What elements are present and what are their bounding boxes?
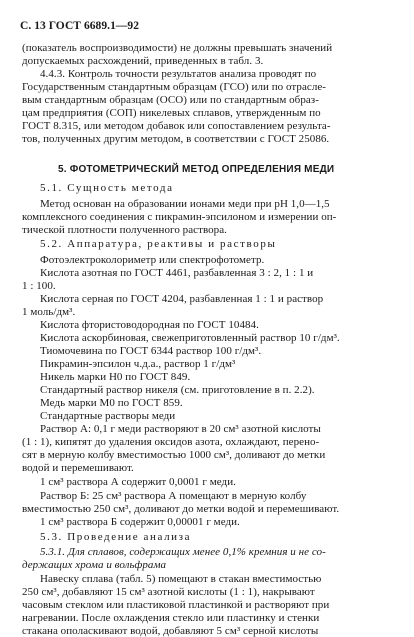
page-header: С. 13 ГОСТ 6689.1—92 [20, 20, 140, 32]
text-line: Фотоэлектроколориметр или спектрофотометр. [40, 254, 265, 266]
text-line: Раствор А: 0,1 г меди растворяют в 20 см³ азотной кислоты [40, 423, 321, 435]
text-line: Никель марки Н0 по ГОСТ 849. [40, 371, 191, 383]
text-line: Тиомочевина по ГОСТ 6344 раствор 100 г/дм³. [40, 345, 262, 357]
text-line: 250 см³, добавляют 15 см³ азотной кислоты (1 : 1), накрывают [22, 586, 315, 598]
text-line: комплексного соединения с пикрамин-эпсилоном и измерении оп- [22, 211, 337, 223]
text-line: стакана ополаскивают водой, добавляют 5 см³ серной кислоты [22, 625, 319, 637]
text-line: цам предприятия (СОП) никелевых сплавов, утвержденным по [22, 107, 321, 119]
text-line: Стандартный раствор никеля (см. приготовление в п. 2.2). [40, 384, 315, 396]
text-line: часовым стеклом или пластиковой пластинкой и растворяют при [22, 599, 330, 611]
text-line: Кислота серная по ГОСТ 4204, разбавленная 1 : 1 и раствор [40, 293, 324, 305]
text-line: 1 см³ раствора А содержит 0,0001 г меди. [40, 476, 236, 488]
subsection-heading: 5.3. Проведение анализа [40, 531, 192, 543]
text-line: Кислота аскорбиновая, свежеприготовленный раствор 10 г/дм³. [40, 332, 340, 344]
text-line: Медь марки М0 по ГОСТ 859. [40, 397, 183, 409]
text-line: Стандартные растворы меди [40, 410, 176, 422]
text-line: вым стандартным образцам (ОСО) или по стандартным образ- [22, 94, 319, 106]
text-line: тов, полученных другим методом, в соответствии с ГОСТ 25086. [22, 133, 330, 145]
text-line: ГОСТ 8.315, или методом добавок или сопоставлением результа- [22, 120, 331, 132]
subsection-heading: 5.2. Аппаратура, реактивы и растворы [40, 238, 277, 250]
text-line: Кислота фтористоводородная по ГОСТ 10484. [40, 319, 259, 331]
section-title: 5. ФОТОМЕТРИЧЕСКИЙ МЕТОД ОПРЕДЕЛЕНИЯ МЕДИ [58, 164, 335, 175]
text-line: (1 : 1), кипятят до удаления оксидов азота, охлаждают, перено- [22, 436, 320, 448]
text-line: Раствор Б: 25 см³ раствора А помещают в мерную колбу [40, 490, 307, 502]
text-line: вместимостью 250 см³, доливают до метки водой и перемешивают. [22, 503, 340, 515]
text-line: водой и перемешивают. [22, 462, 134, 474]
text-line: сят в мерную колбу вместимостью 1000 см³, доливают до метки [22, 449, 326, 461]
text-line: допускаемых расхождений, приведенных в табл. 3. [22, 55, 264, 67]
text-line: (показатель воспроизводимости) не должны превышать значений [22, 42, 333, 54]
text-line: Государственным стандартным образцам (ГСО) или по отрасле- [22, 81, 327, 93]
text-line: 1 : 100. [22, 280, 56, 292]
text-line: 1 моль/дм³. [22, 306, 76, 318]
text-line: держащих хрома и вольфрама [22, 559, 167, 571]
text-line: нагревании. После охлаждения стекло или пластинку и стенки [22, 612, 320, 624]
text-line: Метод основан на образовании ионами меди при pH 1,0—1,5 [40, 198, 330, 210]
text-line: 5.3.1. Для сплавов, содержащих менее 0,1% кремния и не со- [40, 546, 326, 558]
text-line: Пикрамин-эпсилон ч.д.а., раствор 1 г/дм³ [40, 358, 236, 370]
text-line: 4.4.3. Контроль точности результатов анализа проводят по [40, 68, 317, 80]
text-line: Навеску сплава (табл. 5) помещают в стакан вместимостью [40, 573, 322, 585]
text-line: 1 см³ раствора Б содержит 0,00001 г меди. [40, 516, 240, 528]
text-line: тической плотности полученного раствора. [22, 224, 227, 236]
subsection-heading: 5.1. Сущность метода [40, 182, 174, 194]
text-line: Кислота азотная по ГОСТ 4461, разбавленная 3 : 2, 1 : 1 и [40, 267, 314, 279]
